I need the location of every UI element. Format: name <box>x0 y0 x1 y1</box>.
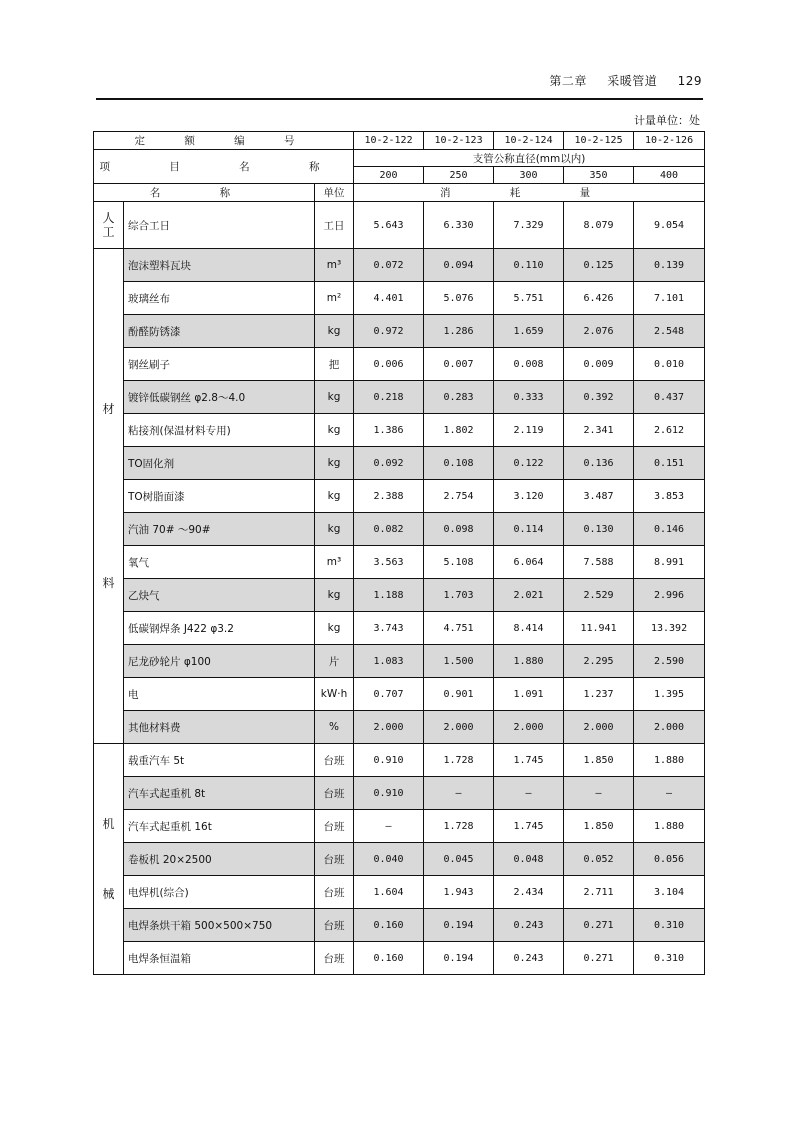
item-name: 载重汽车 5t <box>124 744 315 777</box>
item-unit: m² <box>315 282 354 315</box>
consumption-value: 2.000 <box>634 711 705 744</box>
consumption-value: 2.754 <box>424 480 494 513</box>
consumption-value: 1.188 <box>354 579 424 612</box>
material-row <box>94 711 705 744</box>
consumption-value: 1.083 <box>354 645 424 678</box>
consumption-value: 0.310 <box>634 942 705 975</box>
consumption-value: 0.271 <box>564 942 634 975</box>
consumption-value: 0.056 <box>634 843 705 876</box>
material-row <box>94 480 705 513</box>
labor-row <box>94 202 705 249</box>
consumption-value: 0.108 <box>424 447 494 480</box>
item-name: 综合工日 <box>124 202 315 249</box>
consumption-value: 1.850 <box>564 810 634 843</box>
consumption-value: 0.392 <box>564 381 634 414</box>
consumption-value: 0.194 <box>424 942 494 975</box>
diameter-value: 400 <box>634 167 705 184</box>
consumption-value: 5.108 <box>424 546 494 579</box>
consumption-value: 0.271 <box>564 909 634 942</box>
consumption-value: 1.943 <box>424 876 494 909</box>
consumption-value: 1.802 <box>424 414 494 447</box>
item-name: 卷板机 20×2500 <box>124 843 315 876</box>
item-unit: kg <box>315 447 354 480</box>
consumption-value: 0.110 <box>494 249 564 282</box>
diameter-value: 250 <box>424 167 494 184</box>
consumption-value: 2.434 <box>494 876 564 909</box>
labor-group-label: 人 工 <box>94 202 124 249</box>
consumption-value: 1.703 <box>424 579 494 612</box>
name-column-header: 名 称 <box>94 184 315 202</box>
consumption-value: 0.048 <box>494 843 564 876</box>
item-name: 汽车式起重机 16t <box>124 810 315 843</box>
quota-table <box>93 131 705 975</box>
consumption-value: 1.286 <box>424 315 494 348</box>
consumption-value: 8.079 <box>564 202 634 249</box>
diameter-value: 300 <box>494 167 564 184</box>
consumption-value: 4.751 <box>424 612 494 645</box>
item-unit: 台班 <box>315 744 354 777</box>
item-name: 电焊机(综合) <box>124 876 315 909</box>
consumption-value: — <box>424 777 494 810</box>
item-name: TO树脂面漆 <box>124 480 315 513</box>
consumption-value: 0.082 <box>354 513 424 546</box>
consumption-value: 2.996 <box>634 579 705 612</box>
item-unit: kg <box>315 612 354 645</box>
item-name: 汽油 70# ～90# <box>124 513 315 546</box>
consumption-value: 2.388 <box>354 480 424 513</box>
consumption-value: 0.910 <box>354 777 424 810</box>
material-row <box>94 315 705 348</box>
item-unit: kW·h <box>315 678 354 711</box>
consumption-value: 2.000 <box>494 711 564 744</box>
item-unit: kg <box>315 414 354 447</box>
item-name: 电 <box>124 678 315 711</box>
material-row <box>94 282 705 315</box>
consumption-value: 0.130 <box>564 513 634 546</box>
consumption-value: 0.151 <box>634 447 705 480</box>
item-name: 其他材料费 <box>124 711 315 744</box>
item-name: 乙炔气 <box>124 579 315 612</box>
consumption-value: 0.045 <box>424 843 494 876</box>
consumption-value: 2.295 <box>564 645 634 678</box>
consumption-value: 11.941 <box>564 612 634 645</box>
item-name: 电焊条恒温箱 <box>124 942 315 975</box>
diameter-value: 200 <box>354 167 424 184</box>
machine-row <box>94 909 705 942</box>
material-row <box>94 612 705 645</box>
quota-code: 10-2-125 <box>564 132 634 150</box>
item-unit: kg <box>315 579 354 612</box>
consumption-value: 1.880 <box>494 645 564 678</box>
item-name: 电焊条烘干箱 500×500×750 <box>124 909 315 942</box>
consumption-value: 0.092 <box>354 447 424 480</box>
consumption-value: 13.392 <box>634 612 705 645</box>
item-unit: 台班 <box>315 909 354 942</box>
material-row <box>94 348 705 381</box>
section-title: 采暖管道 <box>607 74 658 88</box>
material-row <box>94 249 705 282</box>
consumption-value: 6.064 <box>494 546 564 579</box>
item-unit: kg <box>315 480 354 513</box>
consumption-value: 5.076 <box>424 282 494 315</box>
material-row <box>94 513 705 546</box>
machine-row <box>94 777 705 810</box>
consumption-value: 2.548 <box>634 315 705 348</box>
consumption-value: 0.125 <box>564 249 634 282</box>
consumption-value: 0.160 <box>354 942 424 975</box>
consumption-value: 2.000 <box>564 711 634 744</box>
consumption-value: 1.880 <box>634 810 705 843</box>
quota-code: 10-2-123 <box>424 132 494 150</box>
material-row <box>94 645 705 678</box>
machine-row <box>94 744 705 777</box>
consumption-value: 6.330 <box>424 202 494 249</box>
page-number: 129 <box>677 74 702 88</box>
consumption-value: 0.136 <box>564 447 634 480</box>
machine-row <box>94 810 705 843</box>
item-unit: 台班 <box>315 942 354 975</box>
consumption-value: 0.094 <box>424 249 494 282</box>
consumption-value: 7.588 <box>564 546 634 579</box>
item-name: 粘接剂(保温材料专用) <box>124 414 315 447</box>
material-row <box>94 381 705 414</box>
consumption-value: 1.728 <box>424 744 494 777</box>
consumption-value: 0.006 <box>354 348 424 381</box>
consumption-value: 1.850 <box>564 744 634 777</box>
consumption-value: 0.910 <box>354 744 424 777</box>
consumption-value: 3.563 <box>354 546 424 579</box>
consumption-value: 2.000 <box>354 711 424 744</box>
consumption-value: 2.612 <box>634 414 705 447</box>
consumption-value: 2.590 <box>634 645 705 678</box>
consumption-value: 0.008 <box>494 348 564 381</box>
consumption-value: 0.283 <box>424 381 494 414</box>
machine-row <box>94 843 705 876</box>
consumption-value: 0.007 <box>424 348 494 381</box>
consumption-value: 0.160 <box>354 909 424 942</box>
material-row <box>94 678 705 711</box>
header-rule <box>96 98 703 100</box>
diameter-value: 350 <box>564 167 634 184</box>
page-header <box>96 72 702 89</box>
consumption-value: 0.040 <box>354 843 424 876</box>
consumption-value: 1.604 <box>354 876 424 909</box>
consumption-value: 0.310 <box>634 909 705 942</box>
item-unit: 工日 <box>315 202 354 249</box>
consumption-value: 3.104 <box>634 876 705 909</box>
consumption-value: 0.333 <box>494 381 564 414</box>
consumption-value: 1.395 <box>634 678 705 711</box>
item-unit: 台班 <box>315 876 354 909</box>
quota-code: 10-2-122 <box>354 132 424 150</box>
item-name: 低碳钢焊条 J422 φ3.2 <box>124 612 315 645</box>
consumption-value: 0.218 <box>354 381 424 414</box>
item-name: 尼龙砂轮片 φ100 <box>124 645 315 678</box>
item-unit: kg <box>315 513 354 546</box>
item-name: 泡沫塑料瓦块 <box>124 249 315 282</box>
consumption-value: 4.401 <box>354 282 424 315</box>
machine-row <box>94 876 705 909</box>
consumption-value: 1.880 <box>634 744 705 777</box>
material-group-label: 材 料 <box>94 249 124 744</box>
consumption-value: 1.091 <box>494 678 564 711</box>
consumption-value: 0.437 <box>634 381 705 414</box>
consumption-value: 0.139 <box>634 249 705 282</box>
machine-row <box>94 942 705 975</box>
item-name: 氧气 <box>124 546 315 579</box>
item-name-label: 项 目 名 称 <box>94 150 354 184</box>
consumption-value: 2.529 <box>564 579 634 612</box>
item-name: TO固化剂 <box>124 447 315 480</box>
consumption-value: 7.101 <box>634 282 705 315</box>
consumption-value: 0.009 <box>564 348 634 381</box>
consumption-value: 0.052 <box>564 843 634 876</box>
item-name: 汽车式起重机 8t <box>124 777 315 810</box>
material-row <box>94 447 705 480</box>
consumption-value: 6.426 <box>564 282 634 315</box>
quota-code: 10-2-126 <box>634 132 705 150</box>
unit-note: 计量单位：处 <box>634 114 700 127</box>
consumption-value: 1.237 <box>564 678 634 711</box>
material-row <box>94 546 705 579</box>
consumption-value: 1.745 <box>494 810 564 843</box>
item-unit: % <box>315 711 354 744</box>
item-unit: kg <box>315 315 354 348</box>
consumption-value: 3.487 <box>564 480 634 513</box>
quota-code-row <box>94 132 705 150</box>
item-unit: 台班 <box>315 810 354 843</box>
item-unit: 台班 <box>315 777 354 810</box>
machine-group-label: 机 械 <box>94 744 124 975</box>
spec-title-row <box>94 150 705 167</box>
item-unit: 片 <box>315 645 354 678</box>
item-unit: 台班 <box>315 843 354 876</box>
consumption-value: 3.743 <box>354 612 424 645</box>
consumption-value: 2.341 <box>564 414 634 447</box>
item-name: 酚醛防锈漆 <box>124 315 315 348</box>
consumption-value: 1.745 <box>494 744 564 777</box>
consumption-value: 0.146 <box>634 513 705 546</box>
consumption-value: 5.643 <box>354 202 424 249</box>
consumption-value: 2.076 <box>564 315 634 348</box>
item-unit: 把 <box>315 348 354 381</box>
consumption-value: 2.711 <box>564 876 634 909</box>
consumption-header: 消 耗 量 <box>354 184 705 202</box>
consumption-value: 9.054 <box>634 202 705 249</box>
item-name: 玻璃丝布 <box>124 282 315 315</box>
item-name: 镀锌低碳钢丝 φ2.8～4.0 <box>124 381 315 414</box>
quota-code-label: 定 额 编 号 <box>94 132 354 150</box>
consumption-value: 0.243 <box>494 942 564 975</box>
consumption-value: 0.114 <box>494 513 564 546</box>
consumption-value: 1.659 <box>494 315 564 348</box>
consumption-value: 0.194 <box>424 909 494 942</box>
chapter-label: 第二章 <box>549 74 587 88</box>
consumption-value: 0.010 <box>634 348 705 381</box>
consumption-value: 1.728 <box>424 810 494 843</box>
consumption-value: 0.901 <box>424 678 494 711</box>
consumption-value: — <box>564 777 634 810</box>
consumption-value: 7.329 <box>494 202 564 249</box>
consumption-value: 8.414 <box>494 612 564 645</box>
consumption-value: 0.072 <box>354 249 424 282</box>
unit-column-header: 单位 <box>315 184 354 202</box>
consumption-value: 2.119 <box>494 414 564 447</box>
spec-title: 支管公称直径(mm以内) <box>354 150 705 167</box>
quota-code: 10-2-124 <box>494 132 564 150</box>
consumption-value: 2.021 <box>494 579 564 612</box>
consumption-value: 3.120 <box>494 480 564 513</box>
consumption-value: 0.122 <box>494 447 564 480</box>
consumption-value: — <box>354 810 424 843</box>
consumption-value: 0.243 <box>494 909 564 942</box>
consumption-value: — <box>634 777 705 810</box>
consumption-value: 0.098 <box>424 513 494 546</box>
consumption-value: 0.972 <box>354 315 424 348</box>
item-unit: m³ <box>315 249 354 282</box>
material-row <box>94 414 705 447</box>
consumption-value: 8.991 <box>634 546 705 579</box>
consumption-value: 5.751 <box>494 282 564 315</box>
material-row <box>94 579 705 612</box>
item-unit: m³ <box>315 546 354 579</box>
item-name: 钢丝刷子 <box>124 348 315 381</box>
column-header-row <box>94 184 705 202</box>
consumption-value: 2.000 <box>424 711 494 744</box>
consumption-value: 1.500 <box>424 645 494 678</box>
consumption-value: — <box>494 777 564 810</box>
consumption-value: 1.386 <box>354 414 424 447</box>
item-unit: kg <box>315 381 354 414</box>
consumption-value: 3.853 <box>634 480 705 513</box>
consumption-value: 0.707 <box>354 678 424 711</box>
